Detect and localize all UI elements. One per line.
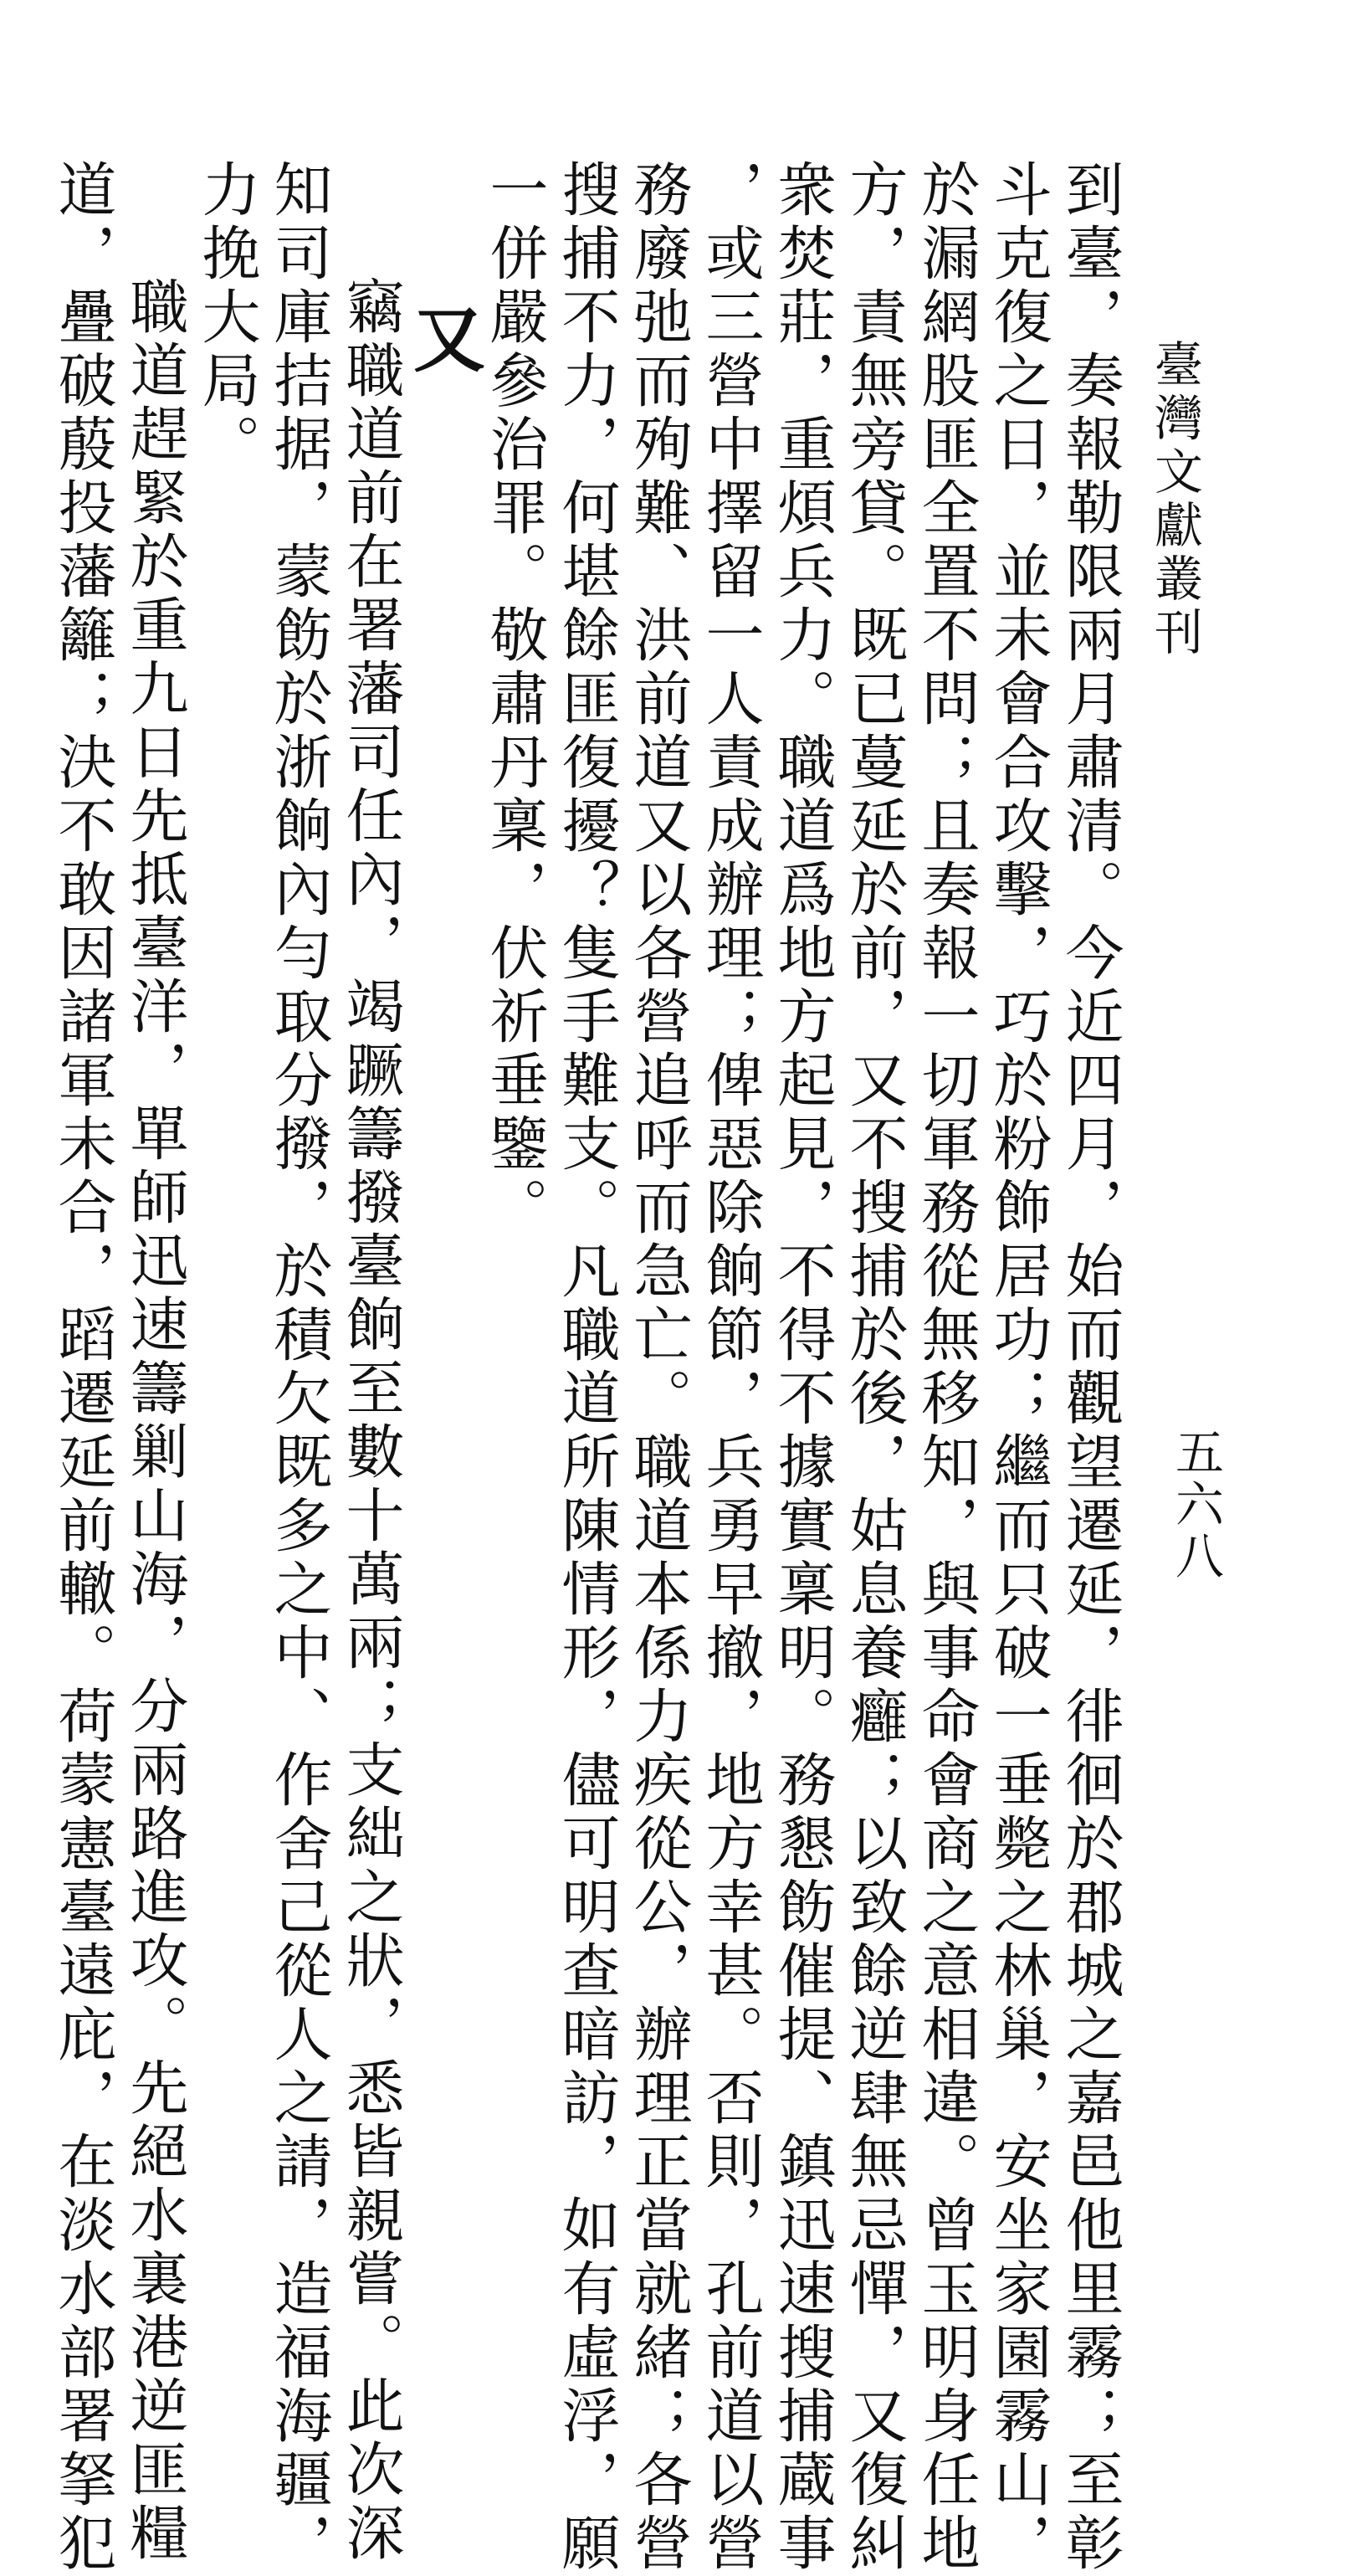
- text-line-4: 方，責無旁貸。既已蔓延於前，又不搜捕於後，姑息養癰；以致餘逆肆無忌憚，又復糾: [840, 159, 909, 2576]
- section-heading: 又: [401, 301, 485, 378]
- text-line-13: 職道趕緊於重九日先抵臺洋，單師迅速籌剿山海，分兩路進攻。先絕水裏港逆匪糧: [120, 276, 189, 2566]
- text-line-9: 一併嚴參治罪。敬肅丹稟，伏祈垂鑒。: [480, 159, 549, 1240]
- vertical-text-block: [47, 159, 1126, 2576]
- text-line-8: 搜捕不力，何堪餘匪復擾？隻手難支。凡職道所陳情形，儘可明查暗訪，如有虛浮，願: [552, 159, 621, 2576]
- text-line-6: ，或三營中擇留一人責成辦理；俾惡除餉節，兵勇早撤，地方幸甚。否則，孔前道以營: [696, 159, 765, 2576]
- text-line-7: 務廢弛而殉難、洪前道又以各營追呼而急亡。職道本係力疾從公，辦理正當就緒；各營: [624, 159, 693, 2576]
- series-title: 臺灣文獻叢刊: [1146, 339, 1203, 660]
- text-line-1: 到臺，奏報勒限兩月肅清。今近四月，始而觀望遷延，徘徊於郡城之嘉邑他里霧；至彰: [1056, 159, 1124, 2576]
- text-line-14: 道，疊破蒑投藩籬；決不敢因諸軍未合，蹈遷延前轍。荷蒙憲臺遠庇，在淡水部署拏犯: [49, 159, 117, 2576]
- page-number: 五六八: [1167, 1427, 1224, 1583]
- text-line-3: 於漏網股匪全置不問；且奏報一切軍務從無移知，與事命會商之意相違。曾玉明身任地: [912, 159, 981, 2576]
- text-line-10: 竊職道前在署藩司任內，竭蹶籌撥臺餉至數十萬兩；支絀之狀，悉皆親嘗。此次深: [336, 276, 405, 2566]
- text-line-5: 衆焚莊，重煩兵力。職道爲地方起見，不得不據實稟明。務懇飭催提、鎮迅速搜捕蔵事: [768, 159, 837, 2576]
- text-line-11: 知司庫拮据，蒙飭於浙餉內勻取分撥，於積欠既多之中、作舍己從人之請，造福海疆，: [264, 159, 333, 2576]
- text-line-2: 斗克復之日，並未會合攻擊，巧於粉飾居功；繼而只破一垂斃之林巢，安坐家園霧山，: [984, 159, 1052, 2576]
- text-line-12: 力挽大局。: [192, 159, 261, 477]
